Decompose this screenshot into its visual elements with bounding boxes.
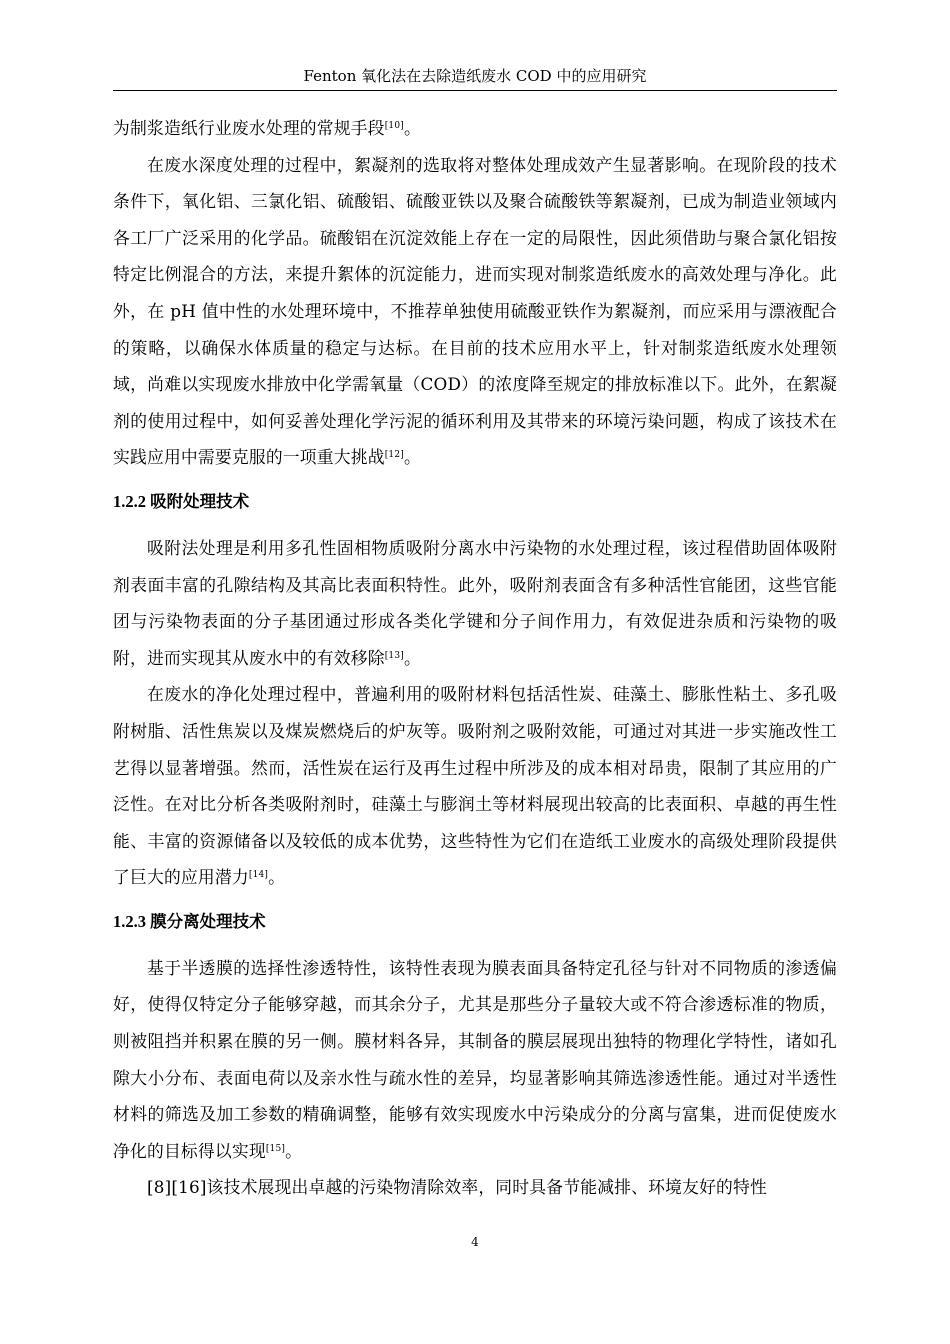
- paragraph-adsorbents: [113, 676, 837, 896]
- paragraph-membrane-benefits: [8][16]该技术展现出卓越的污染物清除效率，同时具备节能减排、环境友好的特性: [147, 1177, 768, 1198]
- citation: [13]: [384, 650, 404, 661]
- paragraph-text: 为制浆造纸行业废水处理的常规手段: [113, 118, 385, 138]
- paragraph-text: 基于半透膜的选择性渗透特性，该特性表现为膜表面具备特定孔径与针对不同物质的渗透偏好，使得仅特定分子能够穿越，而其余分子，尤其是那些分子量较大或不符合渗透标准的物质，则被阻挡并积累在膜的另一侧。膜材料各异，其制备的膜层展现出独特的物理化学特性，诸如孔隙大小分布、表面电荷以及亲水性与疏水性的差异，均显著影响其筛选渗透性能。通过对半透性材料的筛选及加工参数的精确调整，能够有效实现废水中污染成分的分离与富集，进而促使废水净化的目标得以实现: [113, 957, 837, 1161]
- punctuation: 。: [403, 118, 421, 138]
- running-header: Fenton 氧化法在去除造纸废水 COD 中的应用研究: [303, 67, 647, 85]
- paragraph-continued: [113, 110, 837, 147]
- citation: [12]: [384, 450, 404, 461]
- section-heading-1-2-3: 1.2.3 膜分离处理技术: [113, 911, 266, 931]
- punctuation: 。: [403, 447, 421, 468]
- paragraph-flocculant: [113, 147, 837, 476]
- citation: [10]: [384, 121, 404, 131]
- page-number: 4: [471, 1235, 479, 1249]
- header-rule: [113, 90, 837, 91]
- paragraph-text: 吸附法处理是利用多孔性固相物质吸附分离水中污染物的水处理过程，该过程借助固体吸附剂表面丰富的孔隙结构及其高比表面积特性。此外，吸附剂表面含有多种活性官能团，这些官能团与污染物表面的分子基团通过形成各类化学键和分子间作用力，有效促进杂质和污染物的吸附，进而实现其从废水中的有效移除: [113, 537, 837, 668]
- paragraph-text: 在废水深度处理的过程中，絮凝剂的选取将对整体处理成效产生显著影响。在现阶段的技术条件下，氧化铝、三氯化铝、硫酸铝、硫酸亚铁以及聚合硫酸铁等絮凝剂，已成为制造业领域内各工厂广泛采用的化学品。硫酸铝在沉淀效能上存在一定的局限性，因此须借助与聚合氯化铝按特定比例混合的方法，来提升絮体的沉淀能力，进而实现对制浆造纸废水的高效处理与净化。此外，在 pH 值中性的水处理环境中，不推荐单独使用硫酸亚铁作为絮凝剂，而应采用与漂液配合的策略，以确保水体质量的稳定与达标。在目前的技术应用水平上，针对制浆造纸废水处理领域，尚难以实现废水排放中化学需氧量（COD）的浓度降至规定的排放标准以下。此外，在絮凝剂的使用过程中，如何妥善处理化学污泥的循环利用及其带来的环境污染问题，构成了该技术在实践应用中需要克服的一项重大挑战: [113, 154, 837, 468]
- punctuation: 。: [285, 1140, 303, 1161]
- citation: [15]: [265, 1143, 286, 1154]
- paragraph-membrane: [113, 950, 837, 1170]
- punctuation: 。: [268, 867, 286, 888]
- citation: [14]: [248, 870, 269, 881]
- paragraph-adsorption: [113, 530, 837, 676]
- section-heading-1-2-2: 1.2.2 吸附处理技术: [113, 491, 250, 511]
- paragraph-text: 在废水的净化处理过程中，普遍利用的吸附材料包括活性炭、硅藻土、膨胀性粘土、多孔吸附树脂、活性焦炭以及煤炭燃烧后的炉灰等。吸附剂之吸附效能，可通过对其进一步实施改性工艺得以显著增强。然而，活性炭在运行及再生过程中所涉及的成本相对昂贵，限制了其应用的广泛性。在对比分析各类吸附剂时，硅藻土与膨润土等材料展现出较高的比表面积、卓越的再生性能、丰富的资源储备以及较低的成本优势，这些特性为它们在造纸工业废水的高级处理阶段提供了巨大的应用潜力: [113, 684, 837, 888]
- page-body: [113, 110, 837, 1206]
- punctuation: 。: [403, 647, 421, 668]
